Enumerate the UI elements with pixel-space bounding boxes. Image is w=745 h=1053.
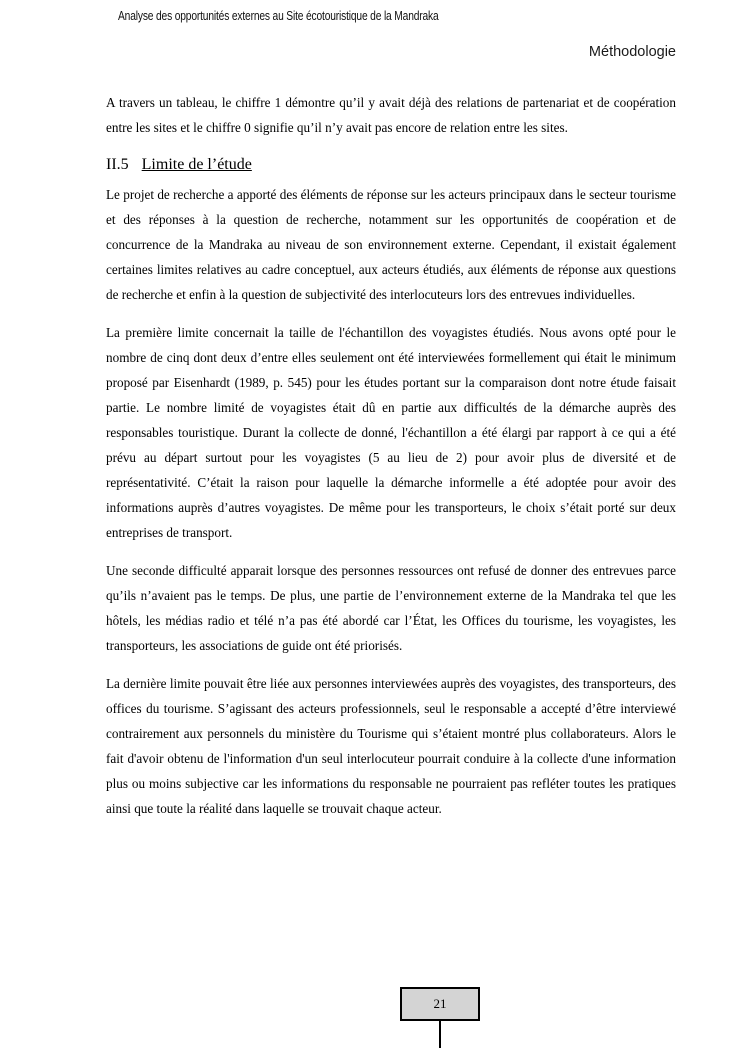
document-body xyxy=(106,90,676,834)
body-paragraph: La première limite concernait la taille de l'échantillon des voyagistes étudiés. Nous avons opté pour le nombre de cinq dont deux d’entre elles seulement ont été interviewées formellement qui était le minimum proposé par Eisenhardt (1989, p. 545) pour les études portant sur la comparaison dont notre étude faisait partie. Le nombre limité de voyagistes était dû en partie aux difficultés de la démarche auprès des responsables touristique. Durant la collecte de donné, l'échantillon a été élargi par rapport à ce qui a été prévu au départ surtout pour les voyagistes (5 au lieu de 2) pour avoir plus de diversité et de représentativité. C’était la raison pour laquelle la démarche informelle a été adoptée pour avoir des informations auprès d’autres voyagistes. De même pour les transporteurs, le choix s’était porté sur deux entreprises de transport. xyxy=(106,325,676,540)
intro-paragraph: A travers un tableau, le chiffre 1 démontre qu’il y avait déjà des relations de partenariat et de coopération entre les sites et le chiffre 0 signifie qu’il n’y avait pas encore de relation entre les sites. xyxy=(106,95,676,135)
running-header-title: Analyse des opportunités externes au Site écotouristique de la Mandraka xyxy=(118,9,439,23)
page-number-box xyxy=(400,987,480,1021)
page-number: 21 xyxy=(433,996,447,1011)
section-heading-title: Limite de l’étude xyxy=(141,156,252,173)
section-heading-number: II.5 xyxy=(106,156,129,173)
body-paragraph: Une seconde difficulté apparait lorsque des personnes ressources ont refusé de donner des entrevues parce qu’ils n’avaient pas le temps. De plus, une partie de l’environnement externe de la Mandraka tel que les hôtels, les médias radio et télé n’a pas été abordé car l’État, les Offices du tourisme, les voyagistes, les transporteurs, les associations de guide ont été priorisés. xyxy=(106,563,676,653)
section-heading xyxy=(106,153,676,177)
header-section-label: Méthodologie xyxy=(588,44,676,60)
body-paragraph: La dernière limite pouvait être liée aux personnes interviewées auprès des voyagistes, des transporteurs, des offices du tourisme. S’agissant des acteurs professionnels, seul le responsable a accepté d’être interviewé contrairement aux personnels du ministère du Tourisme qui s’étaient montré plus collaborateurs. Alors le fait d'avoir obtenu de l'information d'un seul interlocuteur pourrait conduire à la collecte d'une information plus ou moins subjective car les informations du responsable ne pourraient pas refléter toutes les pratiques ainsi que toute la réalité dans laquelle se trouvait chaque acteur. xyxy=(106,676,676,816)
footer-stem-line xyxy=(439,1021,441,1048)
body-paragraph: Le projet de recherche a apporté des éléments de réponse sur les acteurs principaux dans le secteur tourisme et des réponses à la question de recherche, notamment sur les opportunités de coopération et de concurrence de la Mandraka au niveau de son environnement externe. Cependant, il existait également certaines limites relatives au cadre conceptuel, aux acteurs étudiés, aux éléments de réponse aux questions de recherche et enfin à la question de subjectivité des interlocuteurs lors des entrevues individuelles. xyxy=(106,187,676,302)
